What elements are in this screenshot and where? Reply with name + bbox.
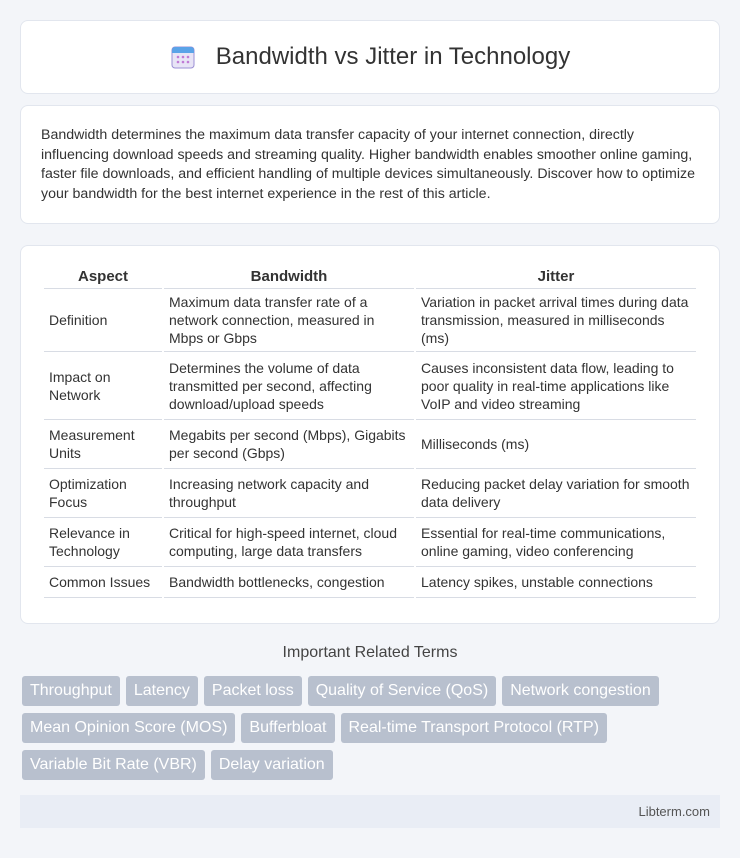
related-terms-list bbox=[22, 676, 722, 787]
cell-jitter: Variation in packet arrival times during data transmission, measured in milliseconds (ms) bbox=[416, 289, 696, 352]
cell-aspect: Impact on Network bbox=[44, 352, 162, 420]
tag-latency[interactable]: Latency bbox=[126, 676, 198, 706]
cell-bandwidth: Critical for high-speed internet, cloud computing, large data transfers bbox=[164, 518, 414, 567]
footer-site-link[interactable]: Libterm.com bbox=[638, 804, 710, 819]
cell-jitter: Latency spikes, unstable connections bbox=[416, 567, 696, 598]
intro-section bbox=[20, 105, 720, 224]
cell-aspect: Optimization Focus bbox=[44, 469, 162, 518]
page-title: Bandwidth vs Jitter in Technology bbox=[215, 43, 571, 70]
cell-jitter: Milliseconds (ms) bbox=[416, 420, 696, 469]
tag-packet-loss[interactable]: Packet loss bbox=[204, 676, 302, 706]
cell-jitter: Causes inconsistent data flow, leading to poor quality in real-time applications like VoIP and video streaming bbox=[416, 352, 696, 420]
cell-bandwidth: Bandwidth bottlenecks, congestion bbox=[164, 567, 414, 598]
table-row bbox=[44, 352, 696, 420]
tag-throughput[interactable]: Throughput bbox=[22, 676, 120, 706]
table-header-row bbox=[44, 266, 696, 289]
table-row bbox=[44, 469, 696, 518]
column-header-bandwidth: Bandwidth bbox=[164, 266, 414, 289]
column-header-aspect: Aspect bbox=[44, 266, 162, 289]
table-row bbox=[44, 518, 696, 567]
table-row bbox=[44, 289, 696, 352]
cell-bandwidth: Megabits per second (Mbps), Gigabits per second (Gbps) bbox=[164, 420, 414, 469]
tag-network-congestion[interactable]: Network congestion bbox=[502, 676, 659, 706]
footer bbox=[20, 795, 720, 828]
tag-delay-variation[interactable]: Delay variation bbox=[211, 750, 333, 780]
cell-bandwidth: Determines the volume of data transmitted per second, affecting download/upload speeds bbox=[164, 352, 414, 420]
comparison-table-card bbox=[20, 245, 720, 624]
tag-vbr[interactable]: Variable Bit Rate (VBR) bbox=[22, 750, 205, 780]
tag-qos[interactable]: Quality of Service (QoS) bbox=[308, 676, 497, 706]
cell-aspect: Common Issues bbox=[44, 567, 162, 598]
related-terms-title: Important Related Terms bbox=[282, 644, 458, 661]
calendar-icon bbox=[170, 44, 196, 70]
tag-rtp[interactable]: Real-time Transport Protocol (RTP) bbox=[341, 713, 607, 743]
tag-mos[interactable]: Mean Opinion Score (MOS) bbox=[22, 713, 235, 743]
column-header-jitter: Jitter bbox=[416, 266, 696, 289]
cell-jitter: Essential for real-time communications, online gaming, video conferencing bbox=[416, 518, 696, 567]
tag-bufferbloat[interactable]: Bufferbloat bbox=[241, 713, 334, 743]
cell-bandwidth: Maximum data transfer rate of a network connection, measured in Mbps or Gbps bbox=[164, 289, 414, 352]
table-row bbox=[44, 420, 696, 469]
cell-aspect: Definition bbox=[44, 289, 162, 352]
cell-bandwidth: Increasing network capacity and throughput bbox=[164, 469, 414, 518]
cell-aspect: Relevance in Technology bbox=[44, 518, 162, 567]
intro-text: Bandwidth determines the maximum data transfer capacity of your internet connection, directly influencing download speeds and streaming quality. Higher bandwidth enables smoother online gaming, faster file downloads, and efficient handling of multiple devices simultaneously. Discover how to optimize your bandwidth for the best internet experience in the rest of this article. bbox=[41, 127, 696, 202]
comparison-table bbox=[42, 266, 698, 598]
cell-jitter: Reducing packet delay variation for smooth data delivery bbox=[416, 469, 696, 518]
page-header bbox=[20, 20, 720, 94]
table-row bbox=[44, 567, 696, 598]
cell-aspect: Measurement Units bbox=[44, 420, 162, 469]
